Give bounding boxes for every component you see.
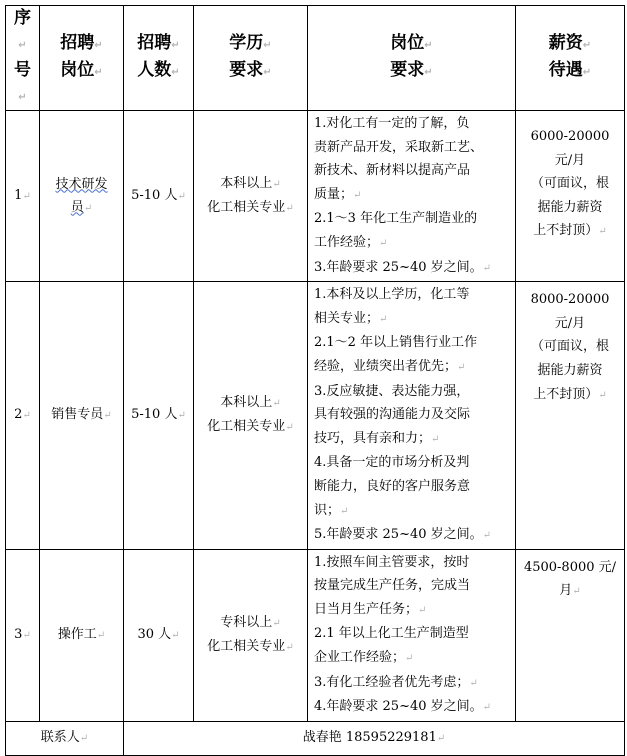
requirement-line: 技巧，具有亲和力；↵ bbox=[314, 430, 440, 446]
row-index: 3↵ bbox=[6, 549, 40, 721]
requirement-line: 3.有化工经验者优先考虑；↵ bbox=[314, 674, 478, 690]
header-requirements: 岗位↵ 要求↵ bbox=[308, 6, 516, 111]
requirement-line: 识；↵ bbox=[314, 502, 349, 518]
requirement-line: 相关专业；↵ bbox=[314, 310, 388, 326]
requirement-line: 日当月生产任务；↵ bbox=[314, 601, 427, 617]
row-salary: 6000-20000 元/月 （可面议，根 据能力薪资 上不封顶）↵ bbox=[516, 111, 625, 282]
header-salary: 薪资↵ 待遇↵ bbox=[516, 6, 625, 111]
requirement-line: 责新产品开发，采取新工艺、 bbox=[314, 139, 484, 155]
header-education: 学历↵ 要求↵ bbox=[194, 6, 308, 111]
requirement-line: 5.年龄要求 25~40 岁之间。↵ bbox=[314, 527, 492, 543]
row-requirements bbox=[308, 282, 516, 550]
requirement-line: 4.具备一定的市场分析及判 bbox=[314, 455, 470, 471]
row-education: 专科以上↵ 化工相关专业↵ bbox=[194, 549, 308, 721]
requirement-line: 断能力，良好的客户服务意 bbox=[314, 478, 471, 494]
row-index: 2↵ bbox=[6, 282, 40, 550]
header-position: 招聘↵ 岗位↵ bbox=[40, 6, 124, 111]
header-count: 招聘↵ 人数↵ bbox=[124, 6, 194, 111]
requirement-line: 按量完成生产任务，完成当 bbox=[314, 578, 471, 594]
row-requirements bbox=[308, 111, 516, 282]
requirement-line: 新技术、新材料以提高产品 bbox=[314, 163, 471, 179]
table-row bbox=[6, 549, 625, 721]
table-row bbox=[6, 282, 625, 550]
row-position: 技术研发 员↵ bbox=[40, 111, 124, 282]
row-count: 30 人↵ bbox=[124, 549, 194, 721]
row-position: 销售专员↵ bbox=[40, 282, 124, 550]
requirement-line: 工作经验；↵ bbox=[314, 234, 388, 250]
row-salary: 4500-8000 元/ 月↵ bbox=[516, 549, 625, 721]
table-row bbox=[6, 111, 625, 282]
contact-label: 联系人↵ bbox=[6, 721, 124, 755]
row-count: 5-10 人↵ bbox=[124, 282, 194, 550]
requirement-line: 质量；↵ bbox=[314, 186, 362, 202]
requirement-line: 1.按照车间主管要求，按时 bbox=[314, 554, 470, 570]
header-index: 序↵ 号↵ bbox=[6, 6, 40, 111]
recruitment-table bbox=[5, 5, 625, 756]
row-index: 1↵ bbox=[6, 111, 40, 282]
header-row bbox=[6, 6, 625, 111]
requirement-line: 经验，业绩突出者优先；↵ bbox=[314, 358, 466, 374]
row-education: 本科以上↵ 化工相关专业↵ bbox=[194, 111, 308, 282]
contact-row bbox=[6, 721, 625, 755]
row-count: 5-10 人↵ bbox=[124, 111, 194, 282]
requirement-line: 1.本科及以上学历，化工等 bbox=[314, 287, 470, 303]
requirement-line: 3.年龄要求 25~40 岁之间。↵ bbox=[314, 259, 492, 275]
requirement-line: 1.对化工有一定的了解，负 bbox=[314, 116, 470, 131]
row-salary: 8000-20000 元/月 （可面议，根 据能力薪资 上不封顶）↵ bbox=[516, 282, 625, 550]
requirement-line: 具有较强的沟通能力及交际 bbox=[314, 407, 471, 423]
row-position: 操作工↵ bbox=[40, 549, 124, 721]
requirement-line: 2.1～3 年化工生产制造业的 bbox=[314, 211, 478, 227]
requirement-line: 企业工作经验；↵ bbox=[314, 650, 414, 666]
requirement-line: 2.1～2 年以上销售行业工作 bbox=[314, 335, 478, 351]
row-requirements bbox=[308, 549, 516, 721]
requirement-line: 3.反应敏捷、表达能力强， bbox=[314, 383, 470, 399]
row-education: 本科以上↵ 化工相关专业↵ bbox=[194, 282, 308, 550]
requirement-line: 4.年龄要求 25~40 岁之间。↵ bbox=[314, 699, 492, 715]
contact-value: 战春艳 18595229181↵ bbox=[124, 721, 625, 755]
requirement-line: 2.1 年以上化工生产制造型 bbox=[314, 626, 469, 642]
